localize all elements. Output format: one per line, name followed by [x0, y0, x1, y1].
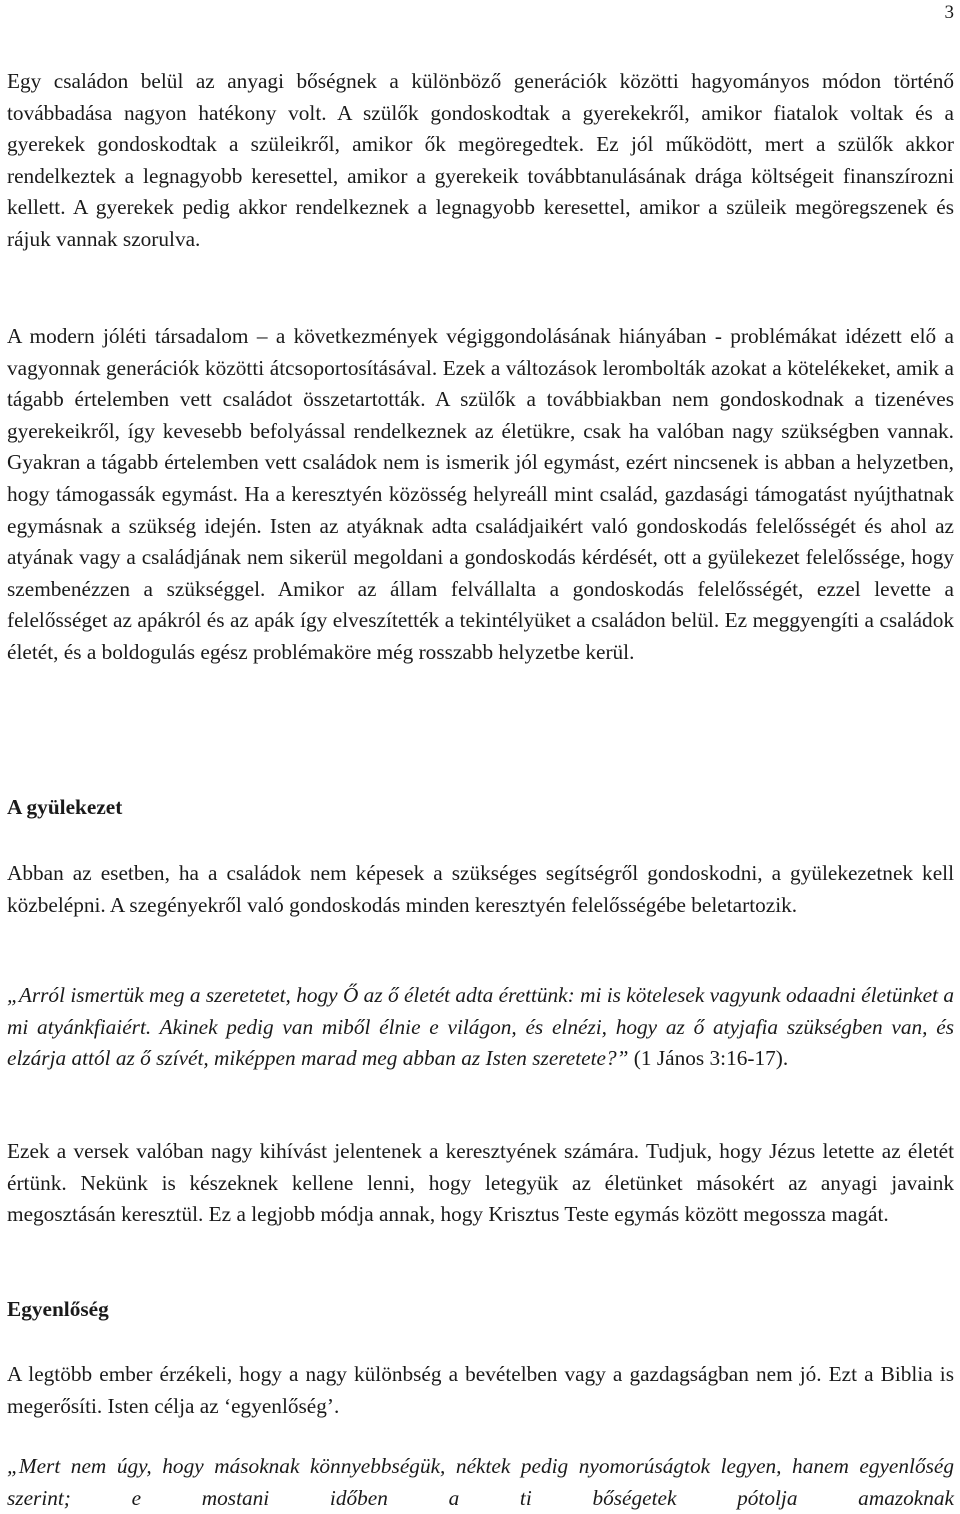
- paragraph-text: A modern jóléti társadalom – a következmények végiggondolásának hiányában - problémákat idézett elő a vagyonnak generációk közötti átcsoportosításával. Ezek a változások lerombolták azokat a kötelékeket, amik a tágabb értelemben vett családot összetartották. A szülők a továbbiakban nem gondoskodnak a tizenéves gyerekeikről, így kevesebb befolyással rendelkeznek az életükre, csak ha valóban nagy szükségben vannak. Gyakran a tágabb értelemben vett családok nem is ismerik jól egymást, ezért nincsenek is abban a helyzetben, hogy támogassák egymást. Ha a keresztyén közösség helyreáll mint család, gazdasági támogatást nyújthatnak egymásnak a szükség idején. Isten az atyáknak adta családjaikért való gondoskodás felelősségét és ahol az atyának vagy a családjának nem sikerül megoldani a gondoskodás kérdését, ott a gyülekezet felelőssége, hogy szembenézzen a szükséggel. Amikor az állam felvállalta a gondoskodás felelősségét, ezzel levette a felelősséget az apákról és az apák így elveszítették a tekintélyüket a családon belül. Ez meggyengíti a családok életét, és a boldogulás egész problémaköre még rosszabb helyzetbe kerül.: [7, 324, 954, 664]
- bible-quote-equality: [7, 1451, 954, 1514]
- quote-text: „Mert nem úgy, hogy másoknak könnyebbségük, néktek pedig nyomorúságtok legyen, hanem egyenlőség szerint; e mostani időben a ti bőségetek pótolja amazoknak: [7, 1454, 954, 1510]
- paragraph-equality: [7, 1359, 954, 1422]
- paragraph-church-role: [7, 858, 954, 921]
- section-heading-egyenloseg: [7, 1294, 954, 1326]
- paragraph-text: Egy családon belül az anyagi bőségnek a különböző generációk közötti hagyományos módon történő továbbadása nagyon hatékony volt. A szülők gondoskodtak a gyerekekről, amikor fiatalok voltak és a gyerekek gondoskodtak a szüleikről, amikor ők megöregedtek. Ez jól működött, mert a szülők akkor rendelkeztek a legnagyobb keresettel, amikor a gyerekeik továbbtanulásának drága költségeit finanszírozni kellett. A gyerekek pedig akkor rendelkeznek a legnagyobb keresettel, amikor a szüleik megöregszenek és rájuk vannak szorulva.: [7, 69, 954, 251]
- heading-text: A gyülekezet: [7, 795, 123, 819]
- quote-reference: (1 János 3:16-17).: [628, 1046, 789, 1071]
- page-number: 3: [944, 2, 954, 23]
- section-heading-gyulekezet: [7, 792, 954, 824]
- bible-quote-1john: [7, 980, 954, 1075]
- quote-text: „Arról ismertük meg a szeretetet, hogy Ő az ő életét adta érettünk: mi is kötelesek vagyunk odaadni életünket a mi atyánkfiaiért. Akinek pedig van miből élnie e világon, és elnézi, hogy az ő atyjafia szükségben van, és elzárja attól az ő szívét, miképpen marad meg abban az Isten szeretete?”: [7, 983, 954, 1071]
- paragraph-text: A legtöbb ember érzékeli, hogy a nagy különbség a bevételben vagy a gazdagságban nem jó. Ezt a Biblia is megerősíti. Isten célja az ‘egyenlőség’.: [7, 1362, 954, 1418]
- paragraph-welfare-society: [7, 321, 954, 669]
- paragraph-text: Ezek a versek valóban nagy kihívást jelentenek a keresztyének számára. Tudjuk, hogy Jézus letette az életét értünk. Nekünk is készeknek kellene lenni, hogy letegyük az életünket másokért az anyagi javaink megosztásán keresztül. Ez a legjobb módja annak, hogy Krisztus Teste egymás között megossza magát.: [7, 1139, 954, 1227]
- quote-paragraph: [7, 980, 954, 1075]
- paragraph-challenge: [7, 1136, 954, 1231]
- paragraph-family-tradition: [7, 66, 954, 256]
- paragraph-text: Abban az esetben, ha a családok nem képesek a szükséges segítségről gondoskodni, a gyülekezetnek kell közbelépni. A szegényekről való gondoskodás minden keresztyén felelősségébe beletartozik.: [7, 861, 954, 917]
- heading-text: Egyenlőség: [7, 1297, 109, 1321]
